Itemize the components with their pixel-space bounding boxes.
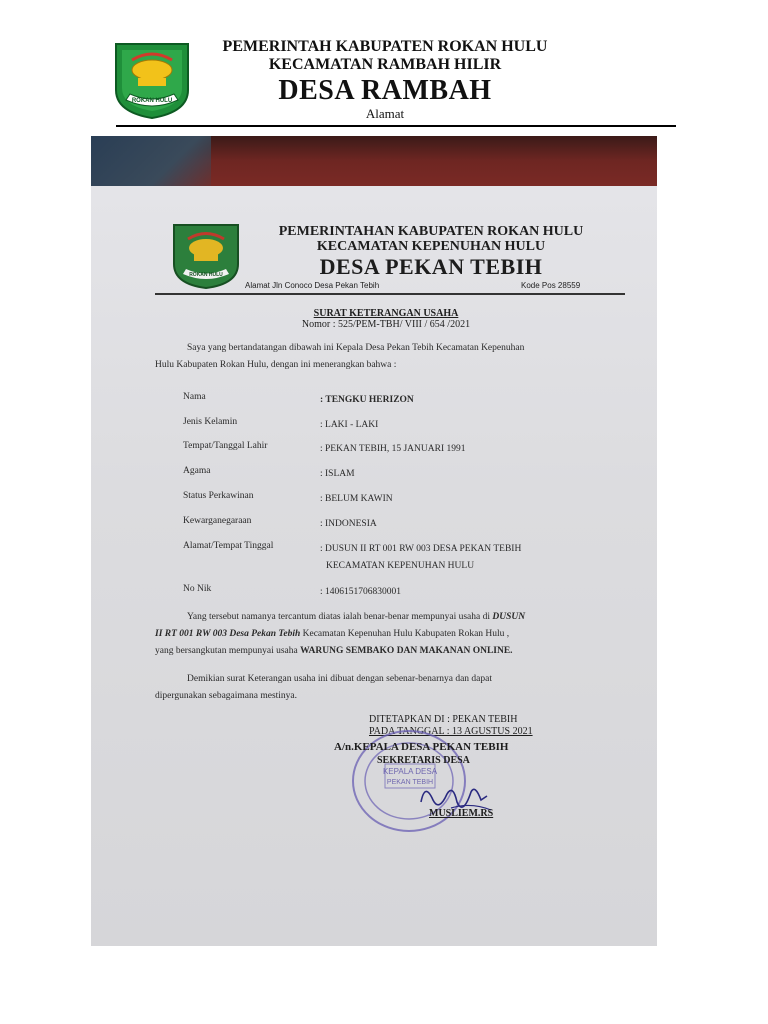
field-value-nama: : TENGKU HERIZON <box>320 395 414 405</box>
field-value-tempat-tanggal-lahir: : PEKAN TEBIH, 15 JANUARI 1991 <box>320 444 466 454</box>
body-line-1-text: Yang tersebut namanya tercantum diatas ialah benar-benar mempunyai usaha di <box>187 612 493 622</box>
letter-photo <box>91 136 657 946</box>
closing-line-1: Demikian surat Keterangan usaha ini dibuat dengan sebenar-benarnya dan dapat <box>187 674 493 684</box>
field-value-jenis-kelamin: : LAKI - LAKI <box>320 420 379 430</box>
field-value-alamat: : DUSUN II RT 001 RW 003 DESA PEKAN TEBIH <box>320 544 522 554</box>
inner-header-line-2: KECAMATAN KEPENUHAN HULU <box>316 239 546 254</box>
field-value-status-perkawinan: : BELUM KAWIN <box>320 494 393 504</box>
inner-rokan-hulu-emblem-icon <box>171 222 241 290</box>
tanggal-ditetapkan: PADA TANGGAL : 13 AGUSTUS 2021 <box>369 726 533 737</box>
body-line-1 <box>187 609 627 626</box>
letterhead-village-name: DESA RAMBAH <box>278 75 492 106</box>
inner-header-address: Alamat Jln Conoco Desa Pekan Tebih <box>245 281 380 290</box>
body-line-3-emphasis: WARUNG SEMBAKO DAN MAKANAN ONLINE. <box>300 646 513 656</box>
svg-text:KEPALA DESA: KEPALA DESA <box>382 767 438 776</box>
body-line-3-text: yang bersangkutan mempunyai usaha <box>155 646 301 656</box>
closing-line-2: dipergunakan sebagaimana mestinya. <box>155 691 298 701</box>
field-label-alamat: Alamat/Tempat Tinggal <box>183 541 274 551</box>
svg-text:ROKAN HULU: ROKAN HULU <box>189 272 223 278</box>
letterhead-line-2: KECAMATAN RAMBAH HILIR <box>268 56 502 73</box>
atas-nama-kepala-desa: A/n.KEPALA DESA PEKAN TEBIH <box>334 741 509 753</box>
body-line-2-emphasis: II RT 001 RW 003 Desa Pekan Tebih <box>155 629 301 639</box>
intro-line-1: Saya yang bertandatangan dibawah ini Kepala Desa Pekan Tebih Kecamatan Kepenuhan <box>187 343 525 353</box>
body-line-1-emphasis: DUSUN <box>492 612 526 622</box>
inner-header-village-name: DESA PEKAN TEBIH <box>319 254 543 279</box>
field-label-nama: Nama <box>183 392 206 402</box>
field-label-agama: Agama <box>183 466 211 476</box>
field-label-kewarganegaraan: Kewarganegaraan <box>183 516 252 526</box>
field-label-jenis-kelamin: Jenis Kelamin <box>183 417 238 427</box>
ditetapkan-di: DITETAPKAN DI : PEKAN TEBIH <box>369 714 518 725</box>
letterhead-address: Alamat <box>365 106 405 121</box>
field-label-tempat-tanggal-lahir: Tempat/Tanggal Lahir <box>183 441 268 451</box>
signatory-name: MUSLIEM.RS <box>429 808 494 819</box>
letterhead <box>0 0 768 135</box>
letter-title: SURAT KETERANGAN USAHA <box>313 308 459 319</box>
field-value-alamat-line-2: KECAMATAN KEPENUHAN HULU <box>326 561 475 571</box>
rokan-hulu-emblem-icon <box>112 40 192 120</box>
body-line-2 <box>155 626 627 643</box>
svg-text:PEKAN TEBIH: PEKAN TEBIH <box>386 779 434 786</box>
inner-header-postal-code: Kode Pos 28559 <box>521 281 581 290</box>
inner-header-divider <box>155 293 625 295</box>
field-value-nik: : 1406151706830001 <box>320 587 402 597</box>
field-label-status-perkawinan: Status Perkawinan <box>183 491 254 501</box>
letter-number: Nomor : 525/PEM-TBH/ VIII / 654 /2021 <box>301 319 471 330</box>
letterhead-divider <box>116 125 676 127</box>
field-label-nik: No Nik <box>183 584 212 594</box>
sekretaris-desa: SEKRETARIS DESA <box>377 755 470 766</box>
field-value-agama: : ISLAM <box>320 469 355 479</box>
body-line-3 <box>155 643 627 660</box>
inner-header-line-1: PEMERINTAHAN KABUPATEN ROKAN HULU <box>278 224 584 239</box>
letterhead-line-1: PEMERINTAH KABUPATEN ROKAN HULU <box>222 38 548 55</box>
field-value-kewarganegaraan: : INDONESIA <box>320 519 377 529</box>
body-line-2-text: Kecamatan Kepenuhan Hulu Kabupaten Rokan Hulu , <box>300 629 510 639</box>
svg-text:ROKAN HULU: ROKAN HULU <box>131 98 173 104</box>
intro-line-2: Hulu Kabupaten Rokan Hulu, dengan ini menerangkan bahwa : <box>155 360 397 370</box>
